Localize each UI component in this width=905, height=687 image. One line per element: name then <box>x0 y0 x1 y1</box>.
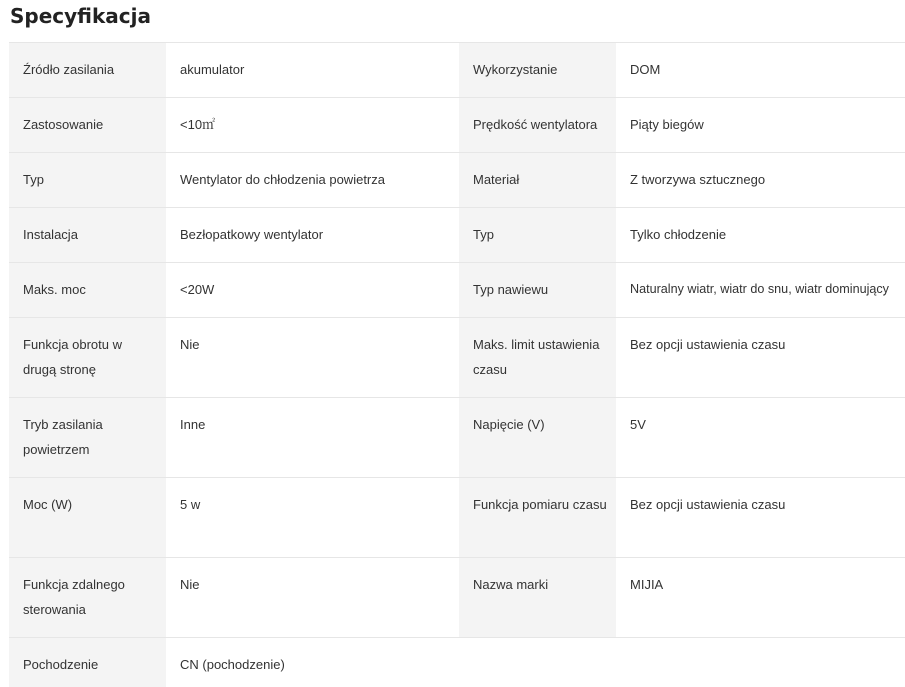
spec-row <box>9 153 905 208</box>
spec-label: Nazwa marki <box>459 558 616 638</box>
spec-row <box>9 208 905 263</box>
spec-label: Funkcja obrotu w drugą stronę <box>9 318 166 398</box>
spec-value: Naturalny wiatr, wiatr do snu, wiatr dominujący <box>616 263 905 318</box>
spec-label: Typ <box>459 208 616 263</box>
spec-empty-cell <box>616 638 905 687</box>
spec-label: Zastosowanie <box>9 98 166 153</box>
spec-value: Tylko chłodzenie <box>616 208 905 263</box>
spec-heading: Specyfikacja <box>10 4 152 28</box>
spec-empty-cell <box>459 638 616 687</box>
spec-label: Pochodzenie <box>9 638 166 687</box>
spec-label: Napięcie (V) <box>459 398 616 478</box>
spec-label: Funkcja pomiaru czasu <box>459 478 616 558</box>
spec-row <box>9 98 905 153</box>
spec-value: Bezłopatkowy wentylator <box>166 208 459 263</box>
spec-value: <20W <box>166 263 459 318</box>
spec-label: Maks. moc <box>9 263 166 318</box>
spec-row <box>9 318 905 398</box>
spec-value: 5V <box>616 398 905 478</box>
spec-label: Wykorzystanie <box>459 43 616 98</box>
spec-value: Piąty biegów <box>616 98 905 153</box>
spec-value: CN (pochodzenie) <box>166 638 459 687</box>
spec-label: Typ nawiewu <box>459 263 616 318</box>
spec-row <box>9 398 905 478</box>
spec-label: Maks. limit ustawienia czasu <box>459 318 616 398</box>
spec-label: Tryb zasilania powietrzem <box>9 398 166 478</box>
spec-row <box>9 478 905 558</box>
spec-label: Moc (W) <box>9 478 166 558</box>
spec-row <box>9 638 905 687</box>
spec-value: Inne <box>166 398 459 478</box>
spec-value: DOM <box>616 43 905 98</box>
spec-label: Typ <box>9 153 166 208</box>
spec-value: Bez opcji ustawienia czasu <box>616 318 905 398</box>
spec-table <box>9 42 905 687</box>
spec-value: Nie <box>166 558 459 638</box>
spec-row <box>9 558 905 638</box>
spec-value: Nie <box>166 318 459 398</box>
spec-label: Instalacja <box>9 208 166 263</box>
spec-value: <10㎡ <box>166 98 459 153</box>
spec-row <box>9 263 905 318</box>
spec-label: Prędkość wentylatora <box>459 98 616 153</box>
spec-label: Funkcja zdalnego sterowania <box>9 558 166 638</box>
spec-value: Wentylator do chłodzenia powietrza <box>166 153 459 208</box>
spec-value: Bez opcji ustawienia czasu <box>616 478 905 558</box>
spec-label: Materiał <box>459 153 616 208</box>
spec-value: 5 w <box>166 478 459 558</box>
spec-row <box>9 43 905 98</box>
spec-value: Z tworzywa sztucznego <box>616 153 905 208</box>
spec-label: Źródło zasilania <box>9 43 166 98</box>
spec-value: akumulator <box>166 43 459 98</box>
spec-value: MIJIA <box>616 558 905 638</box>
